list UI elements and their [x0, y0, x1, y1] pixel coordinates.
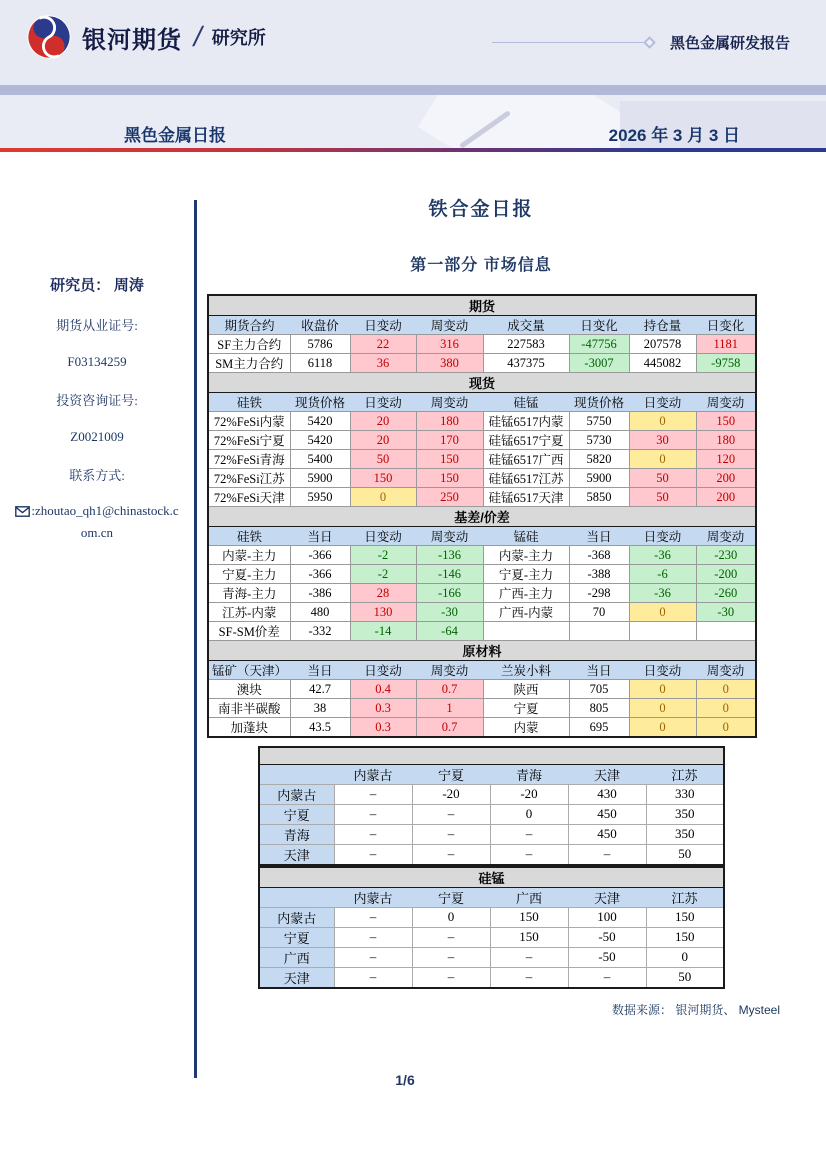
value-cell: 5900 [290, 469, 350, 488]
value-cell: -47756 [569, 335, 629, 354]
value-cell: -36 [629, 584, 696, 603]
value-cell: -366 [290, 546, 350, 565]
value-cell: 180 [416, 412, 483, 431]
value-cell: 42.7 [290, 680, 350, 699]
col-header: 成交量 [483, 316, 569, 335]
col-header: 当日 [290, 661, 350, 680]
value-cell: 120 [696, 450, 756, 469]
value-cell: 0 [629, 680, 696, 699]
value-cell: 380 [416, 354, 483, 373]
col-header: 周变动 [416, 393, 483, 412]
col-header: 周变动 [416, 316, 483, 335]
row-label: 72%FeSi江苏 [208, 469, 290, 488]
col-header: 现货价格 [569, 393, 629, 412]
regional-spread-tables [258, 746, 723, 989]
value-cell: -366 [290, 565, 350, 584]
value-cell: 38 [290, 699, 350, 718]
row-label: 加蓬块 [208, 718, 290, 738]
value-cell: 0 [629, 450, 696, 469]
value-cell: 硅锰6517内蒙 [483, 412, 569, 431]
matrix-cell: -20 [490, 784, 568, 804]
matrix-col-header: 内蒙古 [334, 764, 412, 784]
matrix-cell: 0 [412, 907, 490, 927]
matrix-row-label: 广西 [259, 947, 334, 967]
galaxy-futures-logo-icon [26, 14, 72, 60]
value-cell: 0.7 [416, 718, 483, 738]
value-cell: 150 [416, 469, 483, 488]
value-cell: 0 [696, 699, 756, 718]
section-heading: 第一部分 市场信息 [410, 257, 552, 274]
matrix-cell: -50 [568, 927, 646, 947]
matrix-cell: 330 [646, 784, 724, 804]
matrix-row-label: 青海 [259, 824, 334, 844]
matrix-cell: 50 [646, 967, 724, 988]
value-cell: 130 [350, 603, 416, 622]
value-cell: 内蒙-主力 [483, 546, 569, 565]
value-cell: 805 [569, 699, 629, 718]
value-cell: -260 [696, 584, 756, 603]
col-header: 周变动 [696, 661, 756, 680]
value-cell: 5400 [290, 450, 350, 469]
matrix-title: 硅锰 [259, 867, 724, 888]
value-cell: 150 [350, 469, 416, 488]
value-cell: 5420 [290, 412, 350, 431]
value-cell: 50 [629, 488, 696, 507]
col-header: 锰硅 [483, 527, 569, 546]
value-cell: 5420 [290, 431, 350, 450]
value-cell: -386 [290, 584, 350, 603]
matrix-cell: 350 [646, 824, 724, 844]
section-title: 原材料 [208, 641, 756, 661]
value-cell: 0 [629, 718, 696, 738]
matrix-cell: 150 [490, 927, 568, 947]
brand-subtitle: 研究所 [211, 28, 266, 48]
value-cell: 70 [569, 603, 629, 622]
col-header: 日变动 [350, 316, 416, 335]
value-cell: 0.3 [350, 699, 416, 718]
page-title: 铁合金日报 [428, 199, 534, 220]
matrix-cell: 50 [646, 844, 724, 865]
value-cell: -388 [569, 565, 629, 584]
matrix-cell: – [490, 844, 568, 865]
value-cell: 0 [629, 699, 696, 718]
matrix-cell: – [490, 947, 568, 967]
report-body [196, 152, 826, 1018]
value-cell: 1181 [696, 335, 756, 354]
value-cell: -3007 [569, 354, 629, 373]
matrix-col-header: 天津 [568, 764, 646, 784]
matrix-cell: 150 [490, 907, 568, 927]
matrix-cell: 100 [568, 907, 646, 927]
value-cell: 22 [350, 335, 416, 354]
market-info-table [207, 294, 757, 738]
matrix-cell: – [334, 967, 412, 988]
row-label: SM主力合约 [208, 354, 290, 373]
matrix-col-header: 广西 [490, 887, 568, 907]
value-cell: -9758 [696, 354, 756, 373]
value-cell: 180 [696, 431, 756, 450]
matrix-row-label: 天津 [259, 967, 334, 988]
advisory-label: 投资咨询证号: [56, 393, 138, 408]
col-header: 周变动 [696, 393, 756, 412]
researcher-name: 研究员： 周涛 [50, 278, 144, 294]
matrix-cell: – [568, 967, 646, 988]
matrix-row-label: 内蒙古 [259, 784, 334, 804]
matrix-cell: – [334, 927, 412, 947]
value-cell: 50 [629, 469, 696, 488]
col-header: 当日 [569, 661, 629, 680]
value-cell: 28 [350, 584, 416, 603]
matrix-corner [259, 764, 334, 784]
matrix-cell: -20 [412, 784, 490, 804]
value-cell: 437375 [483, 354, 569, 373]
value-cell: -14 [350, 622, 416, 641]
header-strip [0, 85, 826, 95]
value-cell: 硅锰6517广西 [483, 450, 569, 469]
value-cell: 445082 [629, 354, 696, 373]
matrix-col-header: 青海 [490, 764, 568, 784]
matrix-cell: – [490, 967, 568, 988]
matrix-row-label: 天津 [259, 844, 334, 865]
col-header: 日变动 [629, 393, 696, 412]
value-cell: 1 [416, 699, 483, 718]
row-label: 宁夏-主力 [208, 565, 290, 584]
value-cell: -368 [569, 546, 629, 565]
value-cell: 705 [569, 680, 629, 699]
value-cell: 0.4 [350, 680, 416, 699]
value-cell: 陕西 [483, 680, 569, 699]
report-tagline [492, 32, 790, 53]
value-cell: 硅锰6517宁夏 [483, 431, 569, 450]
value-cell: 内蒙 [483, 718, 569, 738]
envelope-icon [15, 506, 30, 517]
matrix-cell: – [334, 824, 412, 844]
matrix-cell: – [568, 844, 646, 865]
value-cell: 150 [416, 450, 483, 469]
matrix-cell: – [412, 967, 490, 988]
matrix-row-label: 内蒙古 [259, 907, 334, 927]
value-cell [483, 622, 569, 641]
col-header: 收盘价 [290, 316, 350, 335]
value-cell: 5950 [290, 488, 350, 507]
matrix-cell: – [334, 907, 412, 927]
value-cell: -30 [696, 603, 756, 622]
matrix-cell: – [334, 784, 412, 804]
page-header [0, 0, 826, 152]
row-label: SF主力合约 [208, 335, 290, 354]
col-header: 硅铁 [208, 393, 290, 412]
header-top [0, 0, 826, 85]
value-cell: 200 [696, 488, 756, 507]
col-header: 当日 [569, 527, 629, 546]
matrix-cell: – [412, 824, 490, 844]
row-label: 南非半碳酸 [208, 699, 290, 718]
matrix-col-header: 内蒙古 [334, 887, 412, 907]
email-address: zhoutao_qh1@chinastock.com.cn [34, 503, 179, 540]
email-prefix: : [31, 503, 35, 518]
col-header: 当日 [290, 527, 350, 546]
value-cell: 5820 [569, 450, 629, 469]
matrix-col-header: 天津 [568, 887, 646, 907]
value-cell: 0 [696, 680, 756, 699]
region-spread-table [258, 746, 725, 866]
value-cell: -136 [416, 546, 483, 565]
col-header: 日变动 [629, 527, 696, 546]
report-series-title: 黑色金属日报 [124, 126, 226, 145]
license-number: F03134259 [67, 354, 127, 369]
header-band [0, 95, 826, 148]
researcher-sidebar [0, 152, 194, 544]
row-label: 72%FeSi内蒙 [208, 412, 290, 431]
value-cell: 硅锰6517天津 [483, 488, 569, 507]
page-number: 1/6 [395, 1072, 415, 1088]
value-cell: 硅锰6517江苏 [483, 469, 569, 488]
value-cell: 316 [416, 335, 483, 354]
value-cell: 480 [290, 603, 350, 622]
section-title: 期货 [208, 295, 756, 316]
brand-divider: / [190, 21, 206, 52]
matrix-title [259, 747, 724, 764]
matrix-col-header: 江苏 [646, 764, 724, 784]
value-cell: 0 [696, 718, 756, 738]
value-cell: 宁夏 [483, 699, 569, 718]
value-cell: 30 [629, 431, 696, 450]
value-cell: 20 [350, 412, 416, 431]
value-cell: 20 [350, 431, 416, 450]
matrix-row-label: 宁夏 [259, 927, 334, 947]
value-cell: 0 [350, 488, 416, 507]
matrix-cell: 150 [646, 907, 724, 927]
value-cell: 5750 [569, 412, 629, 431]
col-header: 日变动 [629, 661, 696, 680]
matrix-col-header: 宁夏 [412, 764, 490, 784]
value-cell: 207578 [629, 335, 696, 354]
value-cell: -230 [696, 546, 756, 565]
col-header: 日变动 [350, 661, 416, 680]
col-header: 日变动 [350, 393, 416, 412]
brand-block [26, 14, 266, 60]
value-cell: 170 [416, 431, 483, 450]
matrix-cell: – [412, 844, 490, 865]
value-cell [696, 622, 756, 641]
value-cell [629, 622, 696, 641]
matrix-cell: 150 [646, 927, 724, 947]
value-cell: -36 [629, 546, 696, 565]
matrix-cell: – [334, 844, 412, 865]
contact-label: 联系方式: [69, 468, 125, 483]
value-cell: 0 [629, 603, 696, 622]
matrix-cell: -50 [568, 947, 646, 967]
matrix-cell: – [412, 804, 490, 824]
section-title: 基差/价差 [208, 507, 756, 527]
matrix-cell: – [334, 947, 412, 967]
matrix-cell: 0 [490, 804, 568, 824]
col-header: 现货价格 [290, 393, 350, 412]
value-cell: 0.7 [416, 680, 483, 699]
value-cell [569, 622, 629, 641]
matrix-col-header: 宁夏 [412, 887, 490, 907]
tagline-rule [492, 42, 647, 43]
advisory-number: Z0021009 [70, 429, 124, 444]
value-cell: -166 [416, 584, 483, 603]
value-cell: 227583 [483, 335, 569, 354]
diamond-icon [643, 36, 656, 49]
matrix-cell: – [490, 824, 568, 844]
row-label: 内蒙-主力 [208, 546, 290, 565]
value-cell: 200 [696, 469, 756, 488]
report-date: 2026 年 3 月 3 日 [608, 126, 740, 145]
value-cell: -298 [569, 584, 629, 603]
matrix-cell: 450 [568, 824, 646, 844]
matrix-corner [259, 887, 334, 907]
value-cell: 695 [569, 718, 629, 738]
col-header: 期货合约 [208, 316, 290, 335]
row-label: 72%FeSi天津 [208, 488, 290, 507]
row-label: 青海-主力 [208, 584, 290, 603]
col-header: 持仓量 [629, 316, 696, 335]
section-title: 现货 [208, 373, 756, 393]
col-header: 硅锰 [483, 393, 569, 412]
matrix-cell: 0 [646, 947, 724, 967]
row-label: SF-SM价差 [208, 622, 290, 641]
value-cell: 0.3 [350, 718, 416, 738]
matrix-cell: – [334, 804, 412, 824]
value-cell: 5786 [290, 335, 350, 354]
matrix-cell: – [412, 927, 490, 947]
value-cell: -200 [696, 565, 756, 584]
col-header: 周变动 [416, 661, 483, 680]
matrix-cell: 450 [568, 804, 646, 824]
value-cell: 宁夏-主力 [483, 565, 569, 584]
region-spread-table [258, 866, 725, 989]
value-cell: 广西-主力 [483, 584, 569, 603]
brand-name: 银河期货 [82, 26, 182, 54]
value-cell: 广西-内蒙 [483, 603, 569, 622]
col-header: 日变动 [350, 527, 416, 546]
value-cell: 5850 [569, 488, 629, 507]
contact-email [14, 500, 180, 544]
value-cell: 43.5 [290, 718, 350, 738]
col-header: 日变化 [569, 316, 629, 335]
report-tag-text: 黑色金属研发报告 [669, 35, 790, 52]
value-cell: 5900 [569, 469, 629, 488]
matrix-row-label: 宁夏 [259, 804, 334, 824]
value-cell: 5730 [569, 431, 629, 450]
row-label: 72%FeSi青海 [208, 450, 290, 469]
value-cell: -30 [416, 603, 483, 622]
row-label: 澳块 [208, 680, 290, 699]
value-cell: 36 [350, 354, 416, 373]
col-header: 锰矿（天津） [208, 661, 290, 680]
col-header: 硅铁 [208, 527, 290, 546]
col-header: 周变动 [696, 527, 756, 546]
matrix-cell: 350 [646, 804, 724, 824]
value-cell: -146 [416, 565, 483, 584]
value-cell: -64 [416, 622, 483, 641]
row-label: 72%FeSi宁夏 [208, 431, 290, 450]
value-cell: -332 [290, 622, 350, 641]
matrix-col-header: 江苏 [646, 887, 724, 907]
value-cell: -2 [350, 565, 416, 584]
col-header: 日变化 [696, 316, 756, 335]
value-cell: 6118 [290, 354, 350, 373]
col-header: 兰炭小料 [483, 661, 569, 680]
value-cell: 0 [629, 412, 696, 431]
value-cell: 250 [416, 488, 483, 507]
value-cell: -6 [629, 565, 696, 584]
value-cell: -2 [350, 546, 416, 565]
row-label: 江苏-内蒙 [208, 603, 290, 622]
matrix-cell: 430 [568, 784, 646, 804]
license-label: 期货从业证号: [56, 318, 138, 333]
matrix-cell: – [412, 947, 490, 967]
data-source-note: 数据来源： 银河期货、 Mysteel [611, 1002, 780, 1017]
value-cell: 150 [696, 412, 756, 431]
value-cell: 50 [350, 450, 416, 469]
col-header: 周变动 [416, 527, 483, 546]
